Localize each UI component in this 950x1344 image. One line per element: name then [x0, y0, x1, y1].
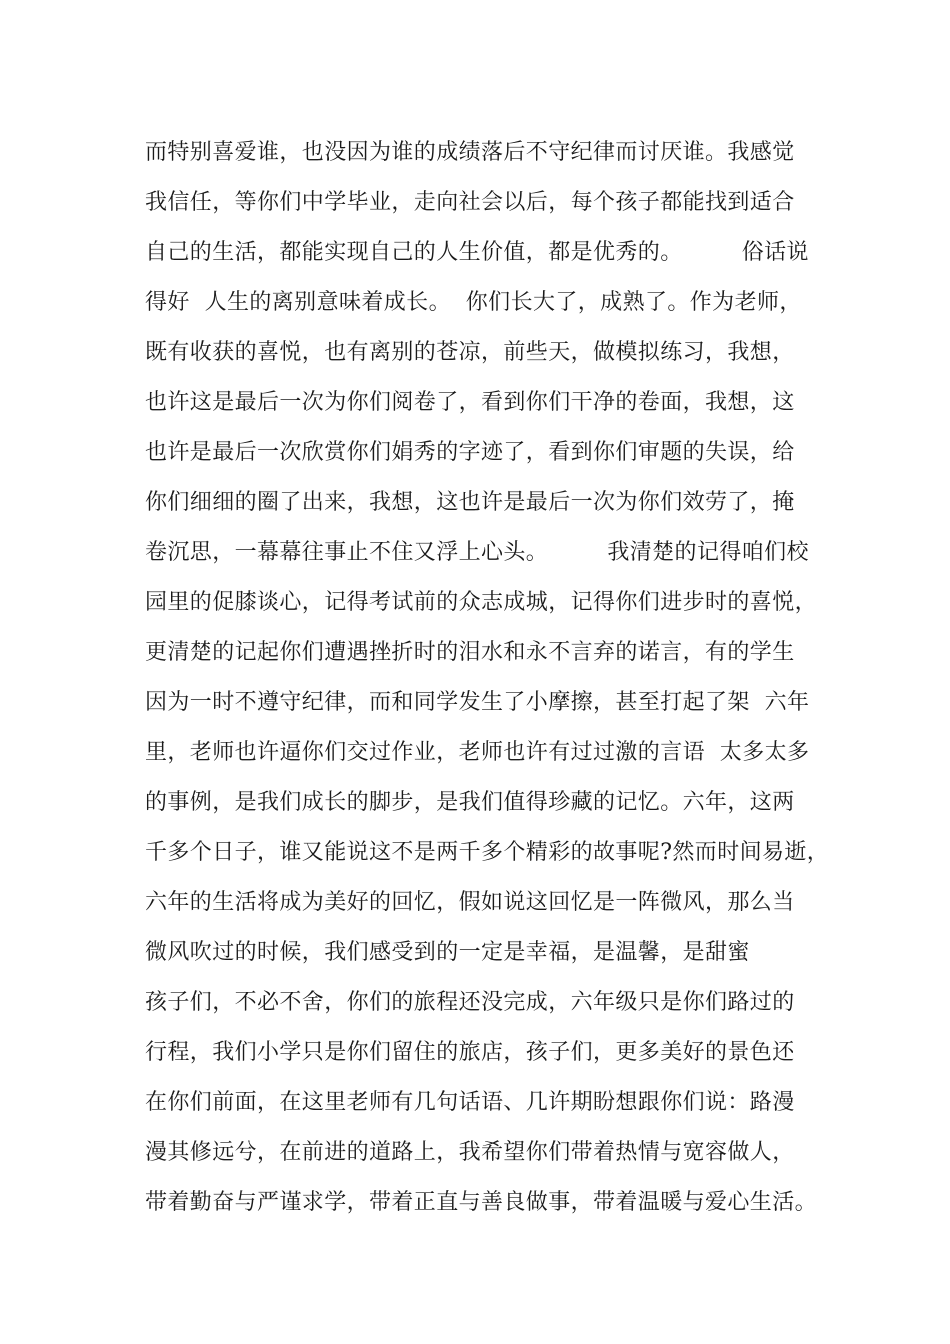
text-line-3: 自己的生活，都能实现自己的人生价值，都是优秀的。 俗话说: [145, 240, 809, 265]
text-line-14: 的事例，是我们成长的脚步，是我们值得珍藏的记忆。六年，这两: [145, 790, 795, 815]
text-line-16: 六年的生活将成为美好的回忆，假如说这回忆是一阵微风，那么当: [145, 890, 795, 915]
text-line-9: 卷沉思，一幕幕往事止不住又浮上心头。 我清楚的记得咱们校: [145, 540, 809, 565]
text-line-6: 也许这是最后一次为你们阅卷了，看到你们干净的卷面，我想，这: [145, 390, 795, 415]
text-line-20: 在你们前面，在这里老师有几句话语、几许期盼想跟你们说：路漫: [145, 1090, 795, 1115]
text-line-11: 更清楚的记起你们遭遇挫折时的泪水和永不言弃的诺言，有的学生: [145, 640, 795, 665]
text-line-19: 行程，我们小学只是你们留住的旅店，孩子们，更多美好的景色还: [145, 1040, 795, 1065]
text-line-21: 漫其修远兮，在前进的道路上，我希望你们带着热情与宽容做人，: [145, 1140, 795, 1165]
text-line-18: 孩子们，不必不舍，你们的旅程还没完成，六年级只是你们路过的: [145, 990, 795, 1015]
text-line-15: 千多个日子，谁又能说这不是两千多个精彩的故事呢?然而时间易逝，: [145, 840, 830, 865]
text-line-12: 因为一时不遵守纪律，而和同学发生了小摩擦，甚至打起了架 六年: [145, 690, 810, 715]
text-line-17: 微风吹过的时候，我们感受到的一定是幸福，是温馨，是甜蜜: [145, 940, 750, 965]
text-line-10: 园里的促膝谈心，记得考试前的众志成城，记得你们进步时的喜悦，: [145, 590, 818, 615]
text-line-8: 你们细细的圈了出来，我想，这也许是最后一次为你们效劳了，掩: [145, 490, 795, 515]
body-text: [145, 128, 845, 1228]
text-line-1: 而特别喜爱谁，也没因为谁的成绩落后不守纪律而讨厌谁。我感觉: [145, 140, 795, 165]
text-line-4: 得好 人生的离别意味着成长。 你们长大了，成熟了。作为老师，: [145, 290, 802, 315]
text-line-13: 里，老师也许逼你们交过作业，老师也许有过过激的言语 太多太多: [145, 740, 810, 765]
text-line-2: 我信任，等你们中学毕业，走向社会以后，每个孩子都能找到适合: [145, 190, 795, 215]
text-line-7: 也许是最后一次欣赏你们娟秀的字迹了，看到你们审题的失误，给: [145, 440, 795, 465]
text-line-22: 带着勤奋与严谨求学，带着正直与善良做事，带着温暖与爱心生活。: [145, 1190, 818, 1215]
text-line-5: 既有收获的喜悦，也有离别的苍凉，前些天，做模拟练习，我想，: [145, 340, 795, 365]
